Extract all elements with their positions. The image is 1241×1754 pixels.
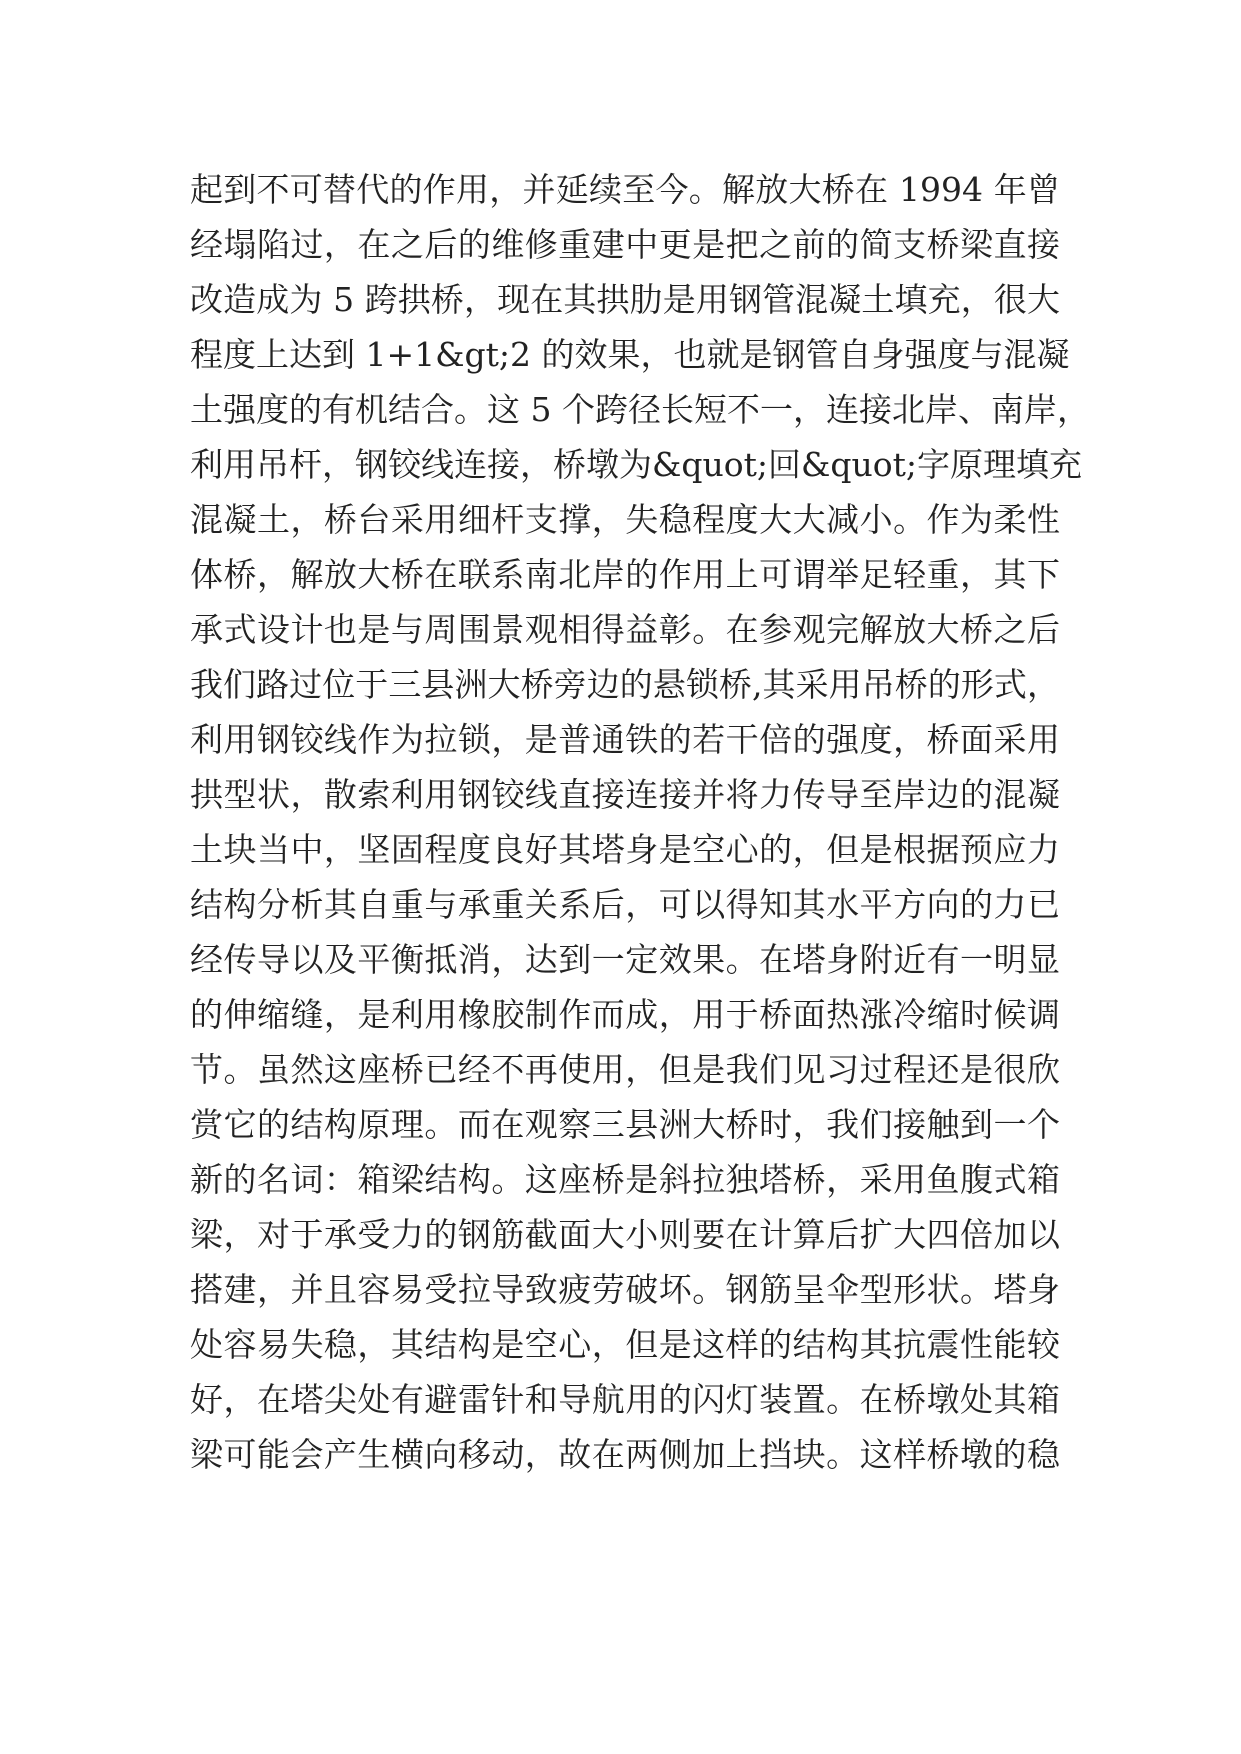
text-line: 承式设计也是与周围景观相得益彰。在参观完解放大桥之后: [190, 610, 1060, 649]
text-line: 梁可能会产生横向移动，故在两侧加上挡块。这样桥墩的稳: [190, 1435, 1060, 1474]
text-line: 结构分析其自重与承重关系后，可以得知其水平方向的力已: [190, 885, 1060, 924]
text-line: 利用钢铰线作为拉锁，是普通铁的若干倍的强度，桥面采用: [190, 720, 1060, 759]
text-line: 赏它的结构原理。而在观察三县洲大桥时，我们接触到一个: [190, 1105, 1060, 1144]
text-line: 的伸缩缝，是利用橡胶制作而成，用于桥面热涨冷缩时候调: [190, 995, 1060, 1034]
text-line: 我们路过位于三县洲大桥旁边的悬锁桥,其采用吊桥的形式，: [190, 665, 1060, 704]
text-line: 利用吊杆，钢铰线连接，桥墩为&quot;回&quot;字原理填充: [190, 445, 1082, 484]
text-line: 梁，对于承受力的钢筋截面大小则要在计算后扩大四倍加以: [190, 1215, 1060, 1254]
text-line: 混凝土，桥台采用细杆支撑，失稳程度大大减小。作为柔性: [190, 500, 1060, 539]
text-line: 体桥，解放大桥在联系南北岸的作用上可谓举足轻重，其下: [190, 555, 1060, 594]
text-line: 节。虽然这座桥已经不再使用，但是我们见习过程还是很欣: [190, 1050, 1060, 1089]
text-line: 改造成为 5 跨拱桥，现在其拱肋是用钢管混凝土填充，很大: [190, 280, 1060, 319]
text-line: 程度上达到 1+1&gt;2 的效果，也就是钢管自身强度与混凝: [190, 335, 1070, 374]
text-line: 好，在塔尖处有避雷针和导航用的闪灯装置。在桥墩处其箱: [190, 1380, 1060, 1419]
text-line: 起到不可替代的作用，并延续至今。解放大桥在 1994 年曾: [190, 170, 1060, 209]
body-paragraph: [190, 162, 1090, 1482]
text-line: 经传导以及平衡抵消，达到一定效果。在塔身附近有一明显: [190, 940, 1060, 979]
text-line: 土强度的有机结合。这 5 个跨径长短不一，连接北岸、南岸，: [190, 390, 1090, 429]
text-line: 新的名词：箱梁结构。这座桥是斜拉独塔桥，采用鱼腹式箱: [190, 1160, 1060, 1199]
text-line: 处容易失稳，其结构是空心，但是这样的结构其抗震性能较: [190, 1325, 1060, 1364]
text-line: 搭建，并且容易受拉导致疲劳破坏。钢筋呈伞型形状。塔身: [190, 1270, 1060, 1309]
text-line: 拱型状，散索利用钢铰线直接连接并将力传导至岸边的混凝: [190, 775, 1060, 814]
text-line: 土块当中，坚固程度良好其塔身是空心的，但是根据预应力: [190, 830, 1060, 869]
text-line: 经塌陷过，在之后的维修重建中更是把之前的简支桥梁直接: [190, 225, 1060, 264]
